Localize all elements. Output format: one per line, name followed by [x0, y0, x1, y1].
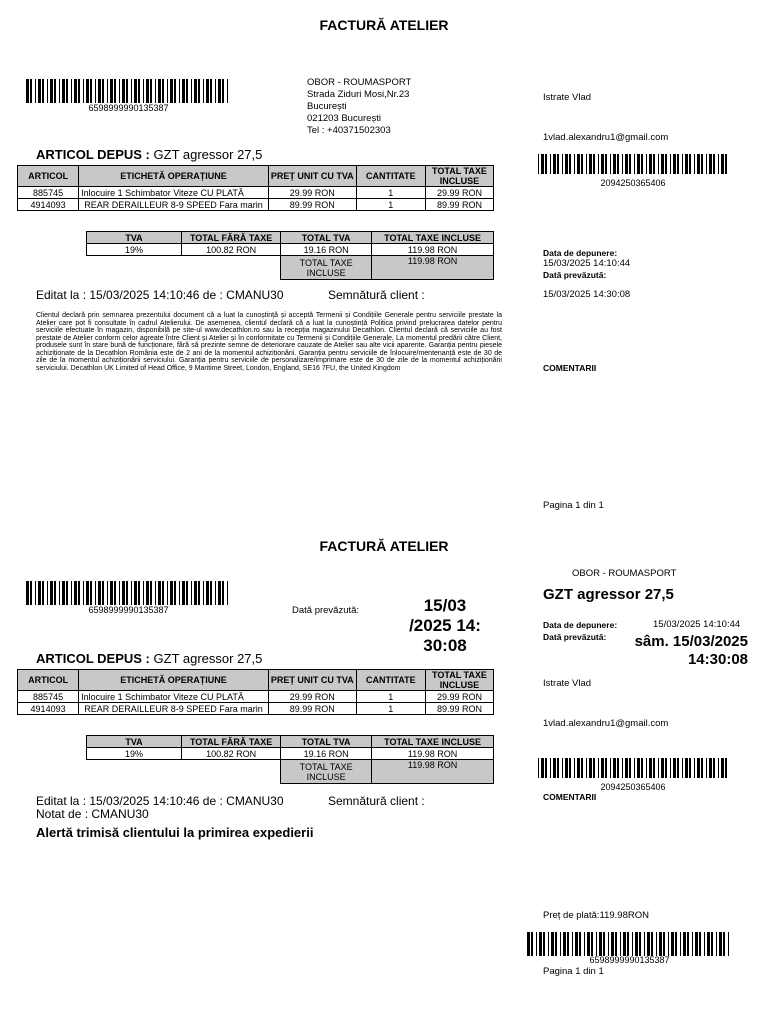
store-address [307, 77, 411, 137]
invoice-title: FACTURĂ ATELIER [319, 17, 449, 33]
barcode-image [26, 79, 231, 103]
customer-name: Istrate Vlad [543, 678, 592, 689]
store-name: OBOR - ROUMASPORT [307, 77, 412, 88]
table-row [18, 187, 494, 199]
edited-info: Editat la : 15/03/2025 14:10:46 de : CMANU30 [36, 288, 284, 302]
cell: 29.99 RON [268, 691, 356, 703]
store-phone: Tel : +40371502303 [307, 125, 391, 136]
article-value: GZT agressor 27,5 [153, 147, 263, 162]
cell: 119.98 RON [372, 244, 494, 256]
page-number: Pagina 1 din 1 [543, 966, 604, 977]
cell: 1 [356, 187, 425, 199]
article-deposited [36, 651, 262, 666]
col-header: ARTICOL [18, 166, 79, 187]
table-row [18, 691, 494, 703]
cell: 19.16 RON [281, 748, 372, 760]
barcode-number: 6598999990135387 [88, 605, 169, 615]
legal-text: Clientul declară prin semnarea prezentului document că a luat la cunoștință și acceptă Termenii și Condițiile Generale pentru serviciile prestate la Atelier care pot fi consultate în cadrul Atelierului. De asemenea, clientul declară că a luat la cunoștință Politica privind prelucrarea datelor pentru serviciile efectuate în magazin, disponibilă pe site-ul www.decathlon.ro sau la recepția magazinului Decathlon. Clientul declară că serviciile au fost prestate de Atelier conform celor agreate între Client și Atelier și în conformitate cu Termenii și Condițiile Generale. La momentul predării către Client, produsele sunt în stare bună de funcționare, fără să prezinte semne de deteriorare cauzate de Atelier sau alte vicii aparente. Garanția pentru piesele achiziționate de la Decathlon România este de 2 ani de la momentul achiziționării. Garanția pentru serviciile de înlocuire/mentenanță este de 30 de zile de la momentul achiziționării serviciului. Garanția pentru serviciile de personalizare/imprimare este de 30 de zile de la momentul achiziționării serviciului. Decathlon UK Limited of Head Office, 9 Maritime Street, London, England, SE16 7FU, the United Kingdom [36, 312, 502, 372]
side-barcode [538, 758, 728, 792]
cell: REAR DERAILLEUR 8-9 SPEED Fara marin [79, 199, 269, 211]
store-zip: 021203 București [307, 113, 381, 124]
total-label: TOTAL TAXE INCLUSE [281, 256, 372, 280]
col-header: TOTAL TAXE INCLUSE [425, 670, 493, 691]
deposit-value: 15/03/2025 14:10:44 [543, 258, 631, 269]
comments-label: COMENTARII [543, 792, 597, 802]
alert-message: Alertă trimisă clientului la primirea expedierii [36, 825, 314, 840]
col-header: ARTICOL [18, 670, 79, 691]
col-header: ETICHETĂ OPERAȚIUNE [79, 166, 269, 187]
customer-email: 1vlad.alexandru1@gmail.com [543, 132, 669, 143]
cell: 885745 [18, 187, 79, 199]
deposit-label: Data de depunere: [543, 620, 618, 630]
article-deposited [36, 147, 262, 162]
col-header: TOTAL TAXE INCLUSE [372, 736, 494, 748]
cell: 1 [356, 691, 425, 703]
col-header: TVA [87, 232, 182, 244]
barcode-number: 6598999990135387 [88, 103, 169, 113]
due-label: Dată prevăzută: [292, 605, 360, 616]
cell: 119.98 RON [372, 748, 494, 760]
cell: 19% [87, 244, 182, 256]
due-value-large: sâm. 15/03/2025 14:30:08 [634, 633, 748, 668]
operations-table [17, 669, 494, 715]
cell: 1 [356, 199, 425, 211]
dates-block [543, 248, 663, 301]
tva-table [86, 231, 494, 280]
edited-info: Editat la : 15/03/2025 14:10:46 de : CMANU30 [36, 794, 284, 808]
total-label: TOTAL TAXE INCLUSE [281, 760, 372, 784]
comments-label: COMENTARII [543, 363, 597, 373]
main-barcode [26, 581, 231, 615]
store-street: Strada Ziduri Mosi,Nr.23 [307, 89, 410, 100]
col-header: TOTAL TAXE INCLUSE [425, 166, 493, 187]
table-row [18, 199, 494, 211]
cell: 885745 [18, 691, 79, 703]
article-value: GZT agressor 27,5 [153, 651, 263, 666]
customer-name: Istrate Vlad [543, 92, 592, 103]
cell: 89.99 RON [425, 703, 493, 715]
cell: 89.99 RON [268, 199, 356, 211]
barcode-image [26, 581, 231, 605]
col-header: CANTITATE [356, 166, 425, 187]
cell: 4914093 [18, 199, 79, 211]
col-header: PREȚ UNIT CU TVA [268, 166, 356, 187]
main-barcode [26, 79, 231, 113]
cell: 29.99 RON [425, 187, 493, 199]
deposit-value: 15/03/2025 14:10:44 [653, 619, 741, 630]
barcode-number: 6598999990135387 [589, 955, 670, 965]
cell: 100.82 RON [182, 244, 281, 256]
noted-by: Notat de : CMANU30 [36, 807, 149, 821]
cell: Inlocuire 1 Schimbator Viteze CU PLATĂ [79, 187, 269, 199]
cell: 89.99 RON [268, 703, 356, 715]
table-row [18, 703, 494, 715]
side-barcode [538, 154, 728, 188]
client-signature-label: Semnătură client : [328, 794, 425, 808]
due-date-large: 15/03 /2025 14: 30:08 [409, 596, 481, 655]
cell: 19% [87, 748, 182, 760]
due-label: Dată prevăzută: [543, 270, 607, 280]
product-name: GZT agressor 27,5 [543, 586, 674, 603]
operations-table [17, 165, 494, 211]
total-value: 119.98 RON [372, 256, 494, 280]
col-header: TVA [87, 736, 182, 748]
table-row [87, 748, 494, 760]
cell: 1 [356, 703, 425, 715]
due-value: 15/03/2025 14:30:08 [543, 289, 631, 300]
barcode-number: 2094250365406 [600, 178, 666, 188]
col-header: TOTAL FĂRĂ TAXE [182, 736, 281, 748]
article-label: ARTICOL DEPUS : [36, 651, 150, 666]
store-city: București [307, 101, 347, 112]
customer-email: 1vlad.alexandru1@gmail.com [543, 718, 669, 729]
col-header: PREȚ UNIT CU TVA [268, 670, 356, 691]
main-barcode [527, 932, 732, 965]
store-name: OBOR - ROUMASPORT [572, 568, 677, 579]
barcode-image [538, 758, 728, 782]
cell: Inlocuire 1 Schimbator Viteze CU PLATĂ [79, 691, 269, 703]
col-header: ETICHETĂ OPERAȚIUNE [79, 670, 269, 691]
col-header: TOTAL TVA [281, 736, 372, 748]
invoice-title: FACTURĂ ATELIER [319, 538, 449, 554]
deposit-label: Data de depunere: [543, 248, 618, 258]
payment-price: Preț de plată:119.98RON [543, 910, 649, 921]
cell: 100.82 RON [182, 748, 281, 760]
cell: 4914093 [18, 703, 79, 715]
col-header: TOTAL TVA [281, 232, 372, 244]
client-signature-label: Semnătură client : [328, 288, 425, 302]
tva-table [86, 735, 494, 784]
cell: REAR DERAILLEUR 8-9 SPEED Fara marin [79, 703, 269, 715]
barcode-number: 2094250365406 [600, 782, 666, 792]
cell: 19.16 RON [281, 244, 372, 256]
barcode-image [538, 154, 728, 178]
col-header: CANTITATE [356, 670, 425, 691]
due-label: Dată prevăzută: [543, 632, 607, 642]
cell: 89.99 RON [425, 199, 493, 211]
page-number: Pagina 1 din 1 [543, 500, 604, 511]
article-label: ARTICOL DEPUS : [36, 147, 150, 162]
total-value: 119.98 RON [372, 760, 494, 784]
barcode-image [527, 932, 732, 956]
table-row [87, 244, 494, 256]
col-header: TOTAL TAXE INCLUSE [372, 232, 494, 244]
col-header: TOTAL FĂRĂ TAXE [182, 232, 281, 244]
cell: 29.99 RON [268, 187, 356, 199]
cell: 29.99 RON [425, 691, 493, 703]
